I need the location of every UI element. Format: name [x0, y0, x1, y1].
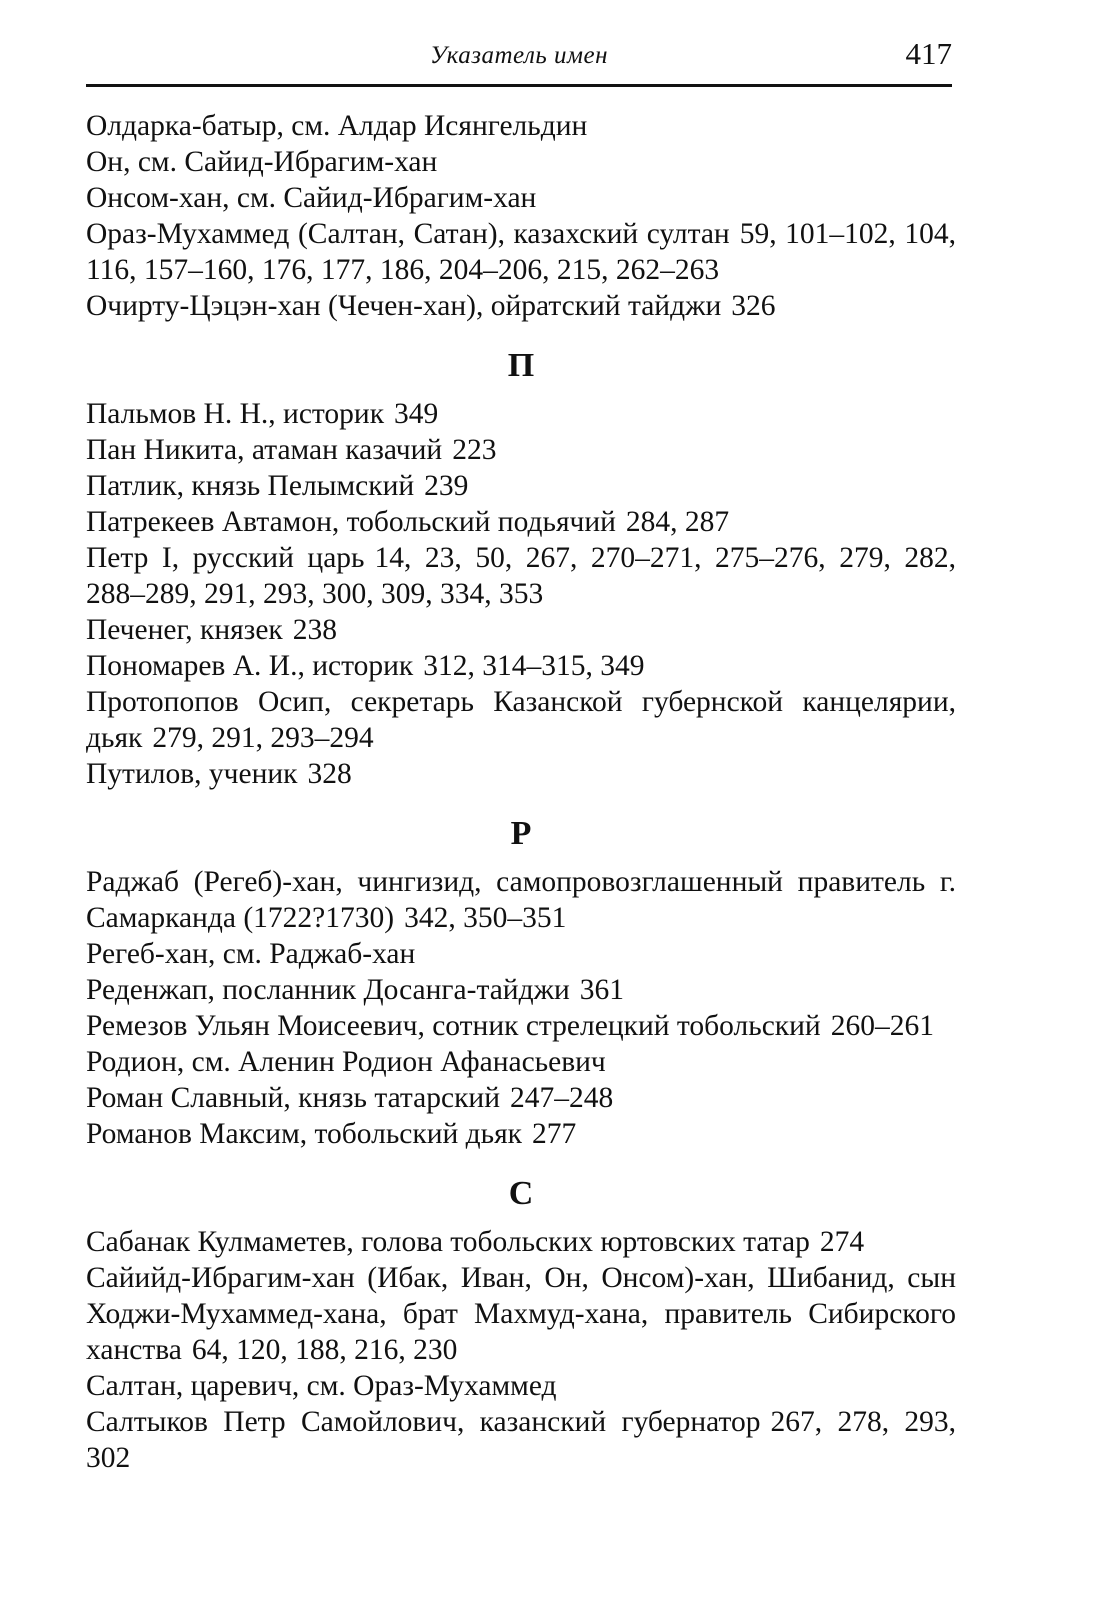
index-entry — [86, 540, 956, 612]
entry-text: Пальмов Н. Н., историк — [86, 398, 385, 430]
header-rule — [86, 84, 952, 87]
index-section — [86, 108, 956, 324]
entry-text: Пан Никита, атаман казачий — [86, 434, 443, 466]
index-entry — [86, 108, 956, 144]
entry-pages: 64, 120, 188, 216, 230 — [191, 1334, 458, 1366]
index-entry — [86, 1224, 956, 1260]
index-entry — [86, 180, 956, 216]
entry-text: Печенег, князек — [86, 614, 283, 646]
running-title: Указатель имен — [429, 42, 609, 69]
index-entry — [86, 1116, 956, 1152]
entry-text: Салтан, царевич, см. Ораз-Мухаммед — [86, 1370, 557, 1402]
entry-text: Ремезов Ульян Моисеевич, сотник стрелецкий тобольский — [86, 1010, 821, 1042]
index-entry — [86, 1368, 956, 1404]
entry-text: Очирту-Цэцэн-хан (Чечен-хан), ойратский тайджи — [86, 290, 722, 322]
section-letter: С — [508, 1175, 534, 1212]
index-entry — [86, 972, 956, 1008]
entry-pages: 238 — [292, 614, 338, 646]
entry-text: Патлик, князь Пелымский — [86, 470, 415, 502]
index-entry — [86, 216, 956, 288]
entry-pages: 349 — [394, 398, 439, 430]
entry-text: Романов Максим, тобольский дьяк — [86, 1118, 523, 1150]
index-entry — [86, 936, 956, 972]
entry-text: Протопопов Осип, секретарь Казанской губернской канцелярии, дьяк — [86, 686, 956, 754]
entry-text: Реденжап, посланник Досанга-тайджи — [86, 974, 570, 1006]
entry-text: Салтыков Петр Самойлович, казанский губернатор — [86, 1406, 761, 1438]
entry-pages: 312, 314–315, 349 — [423, 650, 645, 682]
index-entry — [86, 756, 956, 792]
entry-text: Сайийд-Ибрагим-хан (Ибак, Иван, Он, Онсом)-хан, Шибанид, сын Ходжи-Мухаммед-хана, брат Махмуд-хана, правитель Сибирского ханства — [86, 1262, 956, 1366]
page-number: 417 — [905, 36, 952, 71]
index-entry — [86, 1080, 956, 1116]
section-letter: Р — [510, 815, 532, 852]
entry-pages: 274 — [819, 1226, 865, 1258]
entry-pages: 14, 23, 50, 267, 270–271, 275–276, 279, 282, 288–289, 291, 293, 300, 309, 334, 353 — [86, 542, 957, 610]
index-entry — [86, 144, 956, 180]
entry-text: Патрекеев Автамон, тобольский подьячий — [86, 506, 616, 538]
index-section — [86, 1174, 956, 1476]
entry-pages: 279, 291, 293–294 — [152, 722, 374, 754]
entry-pages: 326 — [731, 290, 776, 322]
entry-pages: 328 — [307, 758, 352, 790]
entry-pages: 277 — [532, 1118, 577, 1150]
running-head — [86, 36, 952, 76]
entry-text: Путилов, ученик — [86, 758, 298, 790]
entry-pages: 223 — [452, 434, 497, 466]
index-section — [86, 814, 956, 1152]
entry-text: Родион, см. Аленин Родион Афанасьевич — [86, 1046, 606, 1078]
index-entry — [86, 1260, 956, 1368]
index-entry — [86, 648, 956, 684]
entry-pages: 239 — [424, 470, 469, 502]
entry-pages: 361 — [579, 974, 625, 1006]
entry-text: Сабанак Кулмаметев, голова тобольских юртовских татар — [86, 1226, 810, 1258]
index-entry — [86, 288, 956, 324]
index-entry — [86, 864, 956, 936]
index-entry — [86, 1044, 956, 1080]
index-entry — [86, 612, 956, 648]
entry-text: Роман Славный, князь татарский — [86, 1082, 500, 1114]
index-entry — [86, 684, 956, 756]
name-index — [86, 108, 956, 1476]
entry-pages: 284, 287 — [625, 506, 730, 538]
index-entry — [86, 504, 956, 540]
entry-pages: 260–261 — [830, 1010, 934, 1042]
index-entry — [86, 1008, 956, 1044]
entry-pages: 59, 101–102, 104, 116, 157–160, 176, 177, 186, 204–206, 215, 262–263 — [86, 218, 957, 286]
index-entry — [86, 1404, 956, 1476]
index-section — [86, 346, 956, 792]
index-entry — [86, 432, 956, 468]
entry-text: Онсом-хан, см. Сайид-Ибрагим-хан — [86, 182, 537, 214]
section-letter: П — [507, 347, 535, 384]
entry-text: Петр I, русский царь — [86, 542, 365, 574]
entry-text: Он, см. Сайид-Ибрагим-хан — [86, 146, 438, 178]
index-entry — [86, 468, 956, 504]
index-entry — [86, 396, 956, 432]
entry-text: Ораз-Мухаммед (Салтан, Сатан), казахский султан — [86, 218, 730, 250]
entry-pages: 342, 350–351 — [404, 902, 567, 934]
entry-pages: 247–248 — [510, 1082, 614, 1114]
entry-text: Регеб-хан, см. Раджаб-хан — [86, 938, 416, 970]
entry-text: Раджаб (Регеб)-хан, чингизид, самопровозглашенный правитель г. Самарканда (1722?1730) — [86, 866, 956, 934]
entry-text: Олдарка-батыр, см. Алдар Исянгельдин — [86, 110, 588, 142]
entry-pages: 267, 278, 293, 302 — [86, 1406, 956, 1474]
entry-text: Пономарев А. И., историк — [86, 650, 414, 682]
